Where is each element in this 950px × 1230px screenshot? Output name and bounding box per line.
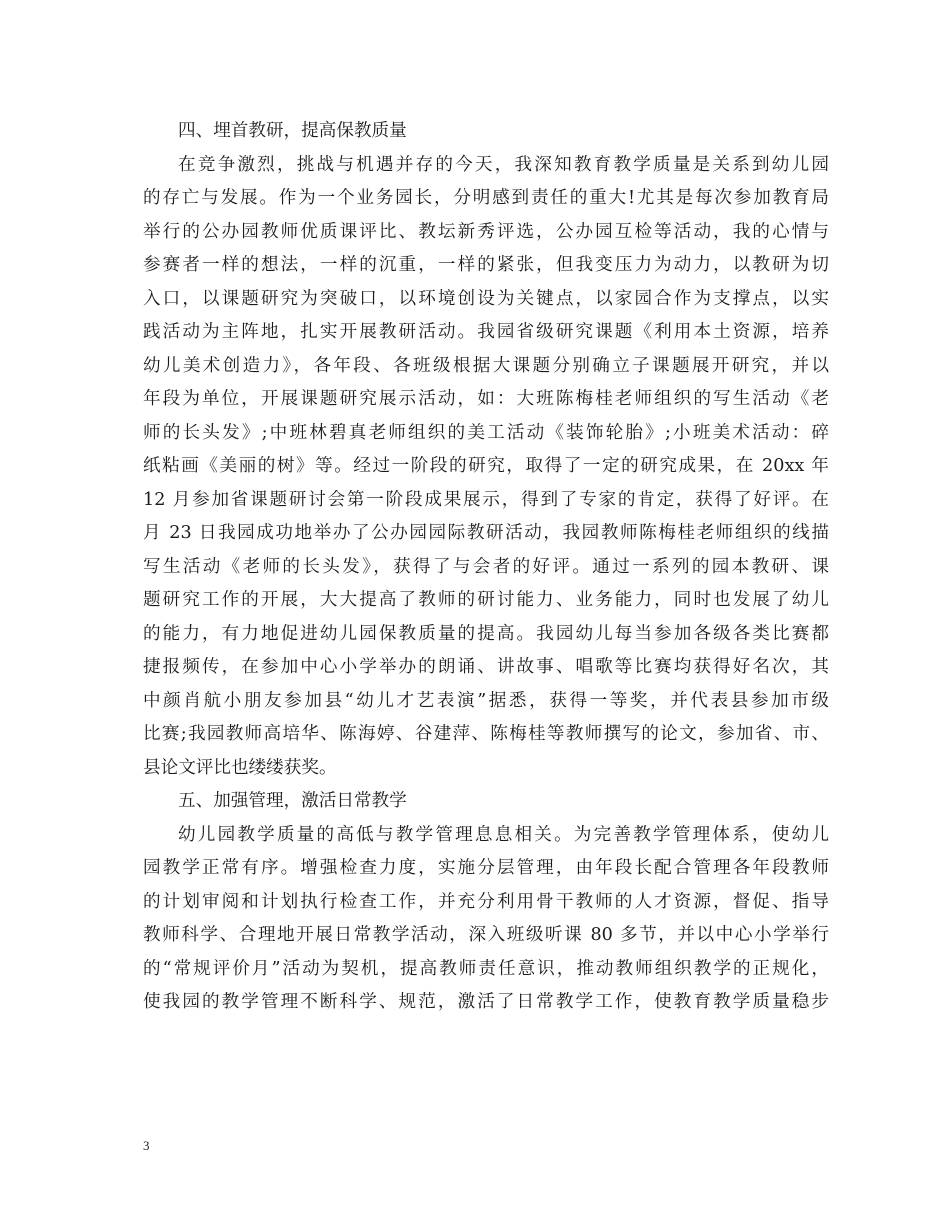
paragraph-line: 的能力，有力地促进幼儿园保教质量的提高。我园幼儿每当参加各级各类比赛都 bbox=[143, 623, 829, 644]
section-heading: 五、加强管理，激活日常教学 bbox=[178, 791, 407, 811]
paragraph-line: 幼儿美术创造力》，各年段、各班级根据大课题分别确立子课题展开研究，并以 bbox=[143, 355, 829, 376]
section-5 bbox=[143, 785, 829, 1020]
paragraph-line: 的存亡与发展。作为一个业务园长，分明感到责任的重大!尤其是每次参加教育局 bbox=[143, 188, 829, 208]
paragraph-line: 写生活动《老师的长头发》，获得了与会者的好评。通过一系列的园本教研、课 bbox=[143, 556, 829, 577]
section-4 bbox=[143, 115, 829, 785]
paragraph-line: 在竞争激烈，挑战与机遇并存的今天，我深知教育教学质量是关系到幼儿园 bbox=[178, 154, 829, 175]
paragraph-line: 12 月参加省课题研讨会第一阶段成果展示，得到了专家的肯定，获得了好评。在 bbox=[143, 489, 829, 510]
paragraph-line: 参赛者一样的想法，一样的沉重，一样的紧张，但我变压力为动力，以教研为切 bbox=[143, 255, 829, 275]
paragraph-line: 的“常规评价月”活动为契机，提高教师责任意识，推动教师组织教学的正规化， bbox=[143, 958, 829, 979]
paragraph-line: 县论文评比也缕缕获奖。 bbox=[143, 757, 337, 778]
section-heading: 四、埋首教研，提高保教质量 bbox=[178, 121, 407, 141]
paragraph-line: 园教学正常有序。增强检查力度，实施分层管理，由年段长配合管理各年段教师 bbox=[143, 858, 829, 878]
paragraph-line: 师的长头发》;中班林碧真老师组织的美工活动《装饰轮胎》;小班美术活动：碎 bbox=[143, 422, 829, 443]
paragraph-line: 题研究工作的开展，大大提高了教师的研讨能力、业务能力，同时也发展了幼儿 bbox=[143, 590, 829, 610]
paragraph-line: 月 23 日我园成功地举办了公办园园际教研活动，我园教师陈梅桂老师组织的线描 bbox=[143, 523, 829, 543]
paragraph-line: 捷报频传，在参加中心小学举办的朗诵、讲故事、唱歌等比赛均获得好名次，其 bbox=[143, 657, 829, 677]
paragraph-line: 的计划审阅和计划执行检查工作，并充分利用骨干教师的人才资源，督促、指导 bbox=[143, 891, 829, 912]
paragraph-line: 中颜肖航小朋友参加县“幼儿才艺表演”据悉，获得一等奖，并代表县参加市级 bbox=[143, 690, 829, 711]
paragraph-line: 年段为单位，开展课题研究展示活动，如：大班陈梅桂老师组织的写生活动《老 bbox=[143, 389, 829, 409]
paragraph-line: 教师科学、合理地开展日常教学活动，深入班级听课 80 多节，并以中心小学举行 bbox=[143, 925, 829, 945]
paragraph-line: 幼儿园教学质量的高低与教学管理息息相关。为完善教学管理体系，使幼儿 bbox=[178, 824, 829, 845]
document-body bbox=[143, 115, 829, 1020]
paragraph-line: 纸粘画《美丽的树》等。经过一阶段的研究，取得了一定的研究成果，在 20xx 年 bbox=[143, 456, 829, 476]
paragraph-line: 举行的公办园教师优质课评比、教坛新秀评选，公办园互检等活动，我的心情与 bbox=[143, 221, 829, 242]
paragraph-line: 践活动为主阵地，扎实开展教研活动。我园省级研究课题《利用本土资源，培养 bbox=[143, 322, 829, 342]
page-number: 3 bbox=[143, 1138, 150, 1153]
paragraph-line: 比赛;我园教师高培华、陈海婷、谷建萍、陈梅桂等教师撰写的论文，参加省、市、 bbox=[143, 724, 829, 744]
paragraph-line: 使我园的教学管理不断科学、规范，激活了日常教学工作，使教育教学质量稳步 bbox=[143, 992, 829, 1012]
paragraph-line: 入口，以课题研究为突破口，以环境创设为关键点，以家园合作为支撑点，以实 bbox=[143, 288, 829, 309]
